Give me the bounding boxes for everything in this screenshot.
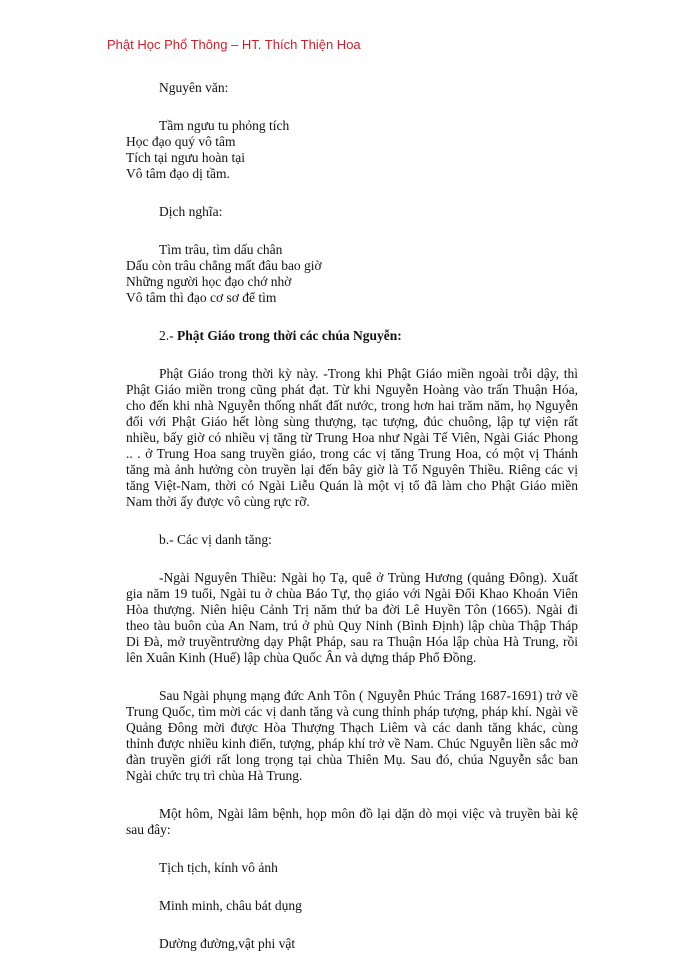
section-heading — [126, 328, 578, 344]
poem-translation-label: Dịch nghĩa: — [159, 204, 223, 219]
subheading: b.- Các vị danh tăng: — [159, 532, 272, 547]
paragraph-return-china: Sau Ngài phụng mạng đức Anh Tôn ( Nguyễn Phúc Tráng 1687-1691) trở về Trung Quốc, tìm mời các vị danh tăng và cung thỉnh pháp tượng, pháp khí. Ngài về Quảng Đông mời được Hòa Thượng Thạch Liêm và các danh tăng khác, cùng thỉnh được nhiều kinh điển, tượng, pháp khí trở về Nam. Chúc Nguyễn liền sắc mở đàn truyền giới rất long trọng tại chùa Thiên Mụ. Sau đó, chúa Nguyễn sắc ban Ngài chức trụ trì chùa Hà Trung. — [126, 688, 578, 783]
poem-translation-line: Những người học đạo chớ nhờ — [126, 274, 292, 289]
paragraph-illness: Một hôm, Ngài lâm bệnh, họp môn đồ lại dặn dò mọi việc và truyền bài kệ sau đây: — [126, 806, 578, 837]
running-header: Phật Học Phổ Thông – HT. Thích Thiện Hoa — [107, 37, 361, 52]
paragraph-nguyen-thieu: -Ngài Nguyên Thiều: Ngài họ Tạ, quê ở Trùng Hương (quảng Đông). Xuất gia năm 19 tuổi, Ngài tu ở chùa Báo Tự, thọ giáo với Ngài Đổi Khao Khoán Viên Hòa thượng. Niên hiệu Cảnh Trị năm thứ ba đời Lê Huyền Tôn (1665). Ngài đi theo tàu buôn của An Nam, trú ở phủ Quy Ninh (Bình Định) lập chùa Thập Tháp Di Đà, mở truyềntrường dạy Phật Pháp, sau ra Thuận Hóa lập chùa Hà Trung, rồi lên Xuân Kinh (Huế) lập chùa Quốc Ân và dựng tháp Phổ Đồng. — [126, 570, 578, 665]
verse-line: Tịch tịch, kính vô ảnh — [159, 860, 278, 875]
verse-line: Dường đường,vật phi vật — [159, 936, 296, 951]
poem-original-line: Tích tại ngưu hoàn tại — [126, 150, 246, 165]
poem-original-line: Học đạo quý vô tâm — [126, 134, 236, 149]
section-number: 2.- — [159, 328, 174, 343]
poem-translation-line: Tìm trâu, tìm dấu chân — [159, 242, 283, 257]
poem-original-line: Tầm ngưu tu phỏng tích — [159, 118, 290, 133]
poem-original-line: Vô tâm đạo dị tầm. — [126, 166, 230, 181]
verse-line: Minh minh, châu bát dụng — [159, 898, 302, 913]
poem-translation-line: Dấu còn trâu chẳng mất đâu bao giờ — [126, 258, 322, 273]
page-body — [126, 80, 578, 952]
poem-original-label: Nguyên văn: — [159, 80, 229, 95]
section-title: Phật Giáo trong thời các chúa Nguyễn: — [177, 328, 402, 343]
paragraph-intro: Phật Giáo trong thời kỳ này. -Trong khi Phật Giáo miền ngoài trỗi dậy, thì Phật Giáo miền trong cũng phát đạt. Từ khi Nguyễn Hoàng vào trấn Thuận Hóa, cho đến khi nhà Nguyễn thống nhất đất nước, trong hơn hai trăm năm, họ Nguyễn đối với Phật Giáo hết lòng sùng thượng, tạc tượng, đúc chuông, lập tự viện rất nhiều, bấy giờ có nhiều vị tăng từ Trung Hoa như Ngài Tế Viên, Ngài Giác Phong .. . ở Trung Hoa sang truyền giáo, trong các vị tăng Trung Hoa, có một vị Thánh tăng mà ảnh hưởng còn truyền lại đến bây giờ là Tổ Nguyên Thiều. Riêng các vị tăng Việt-Nam, thời có Ngài Liễu Quán là một vị tổ đã làm cho Phật Giáo miền Nam thời ấy được vô cùng rực rỡ. — [126, 366, 578, 509]
poem-translation-line: Vô tâm thì đạo cơ sơ để tìm — [126, 290, 277, 305]
